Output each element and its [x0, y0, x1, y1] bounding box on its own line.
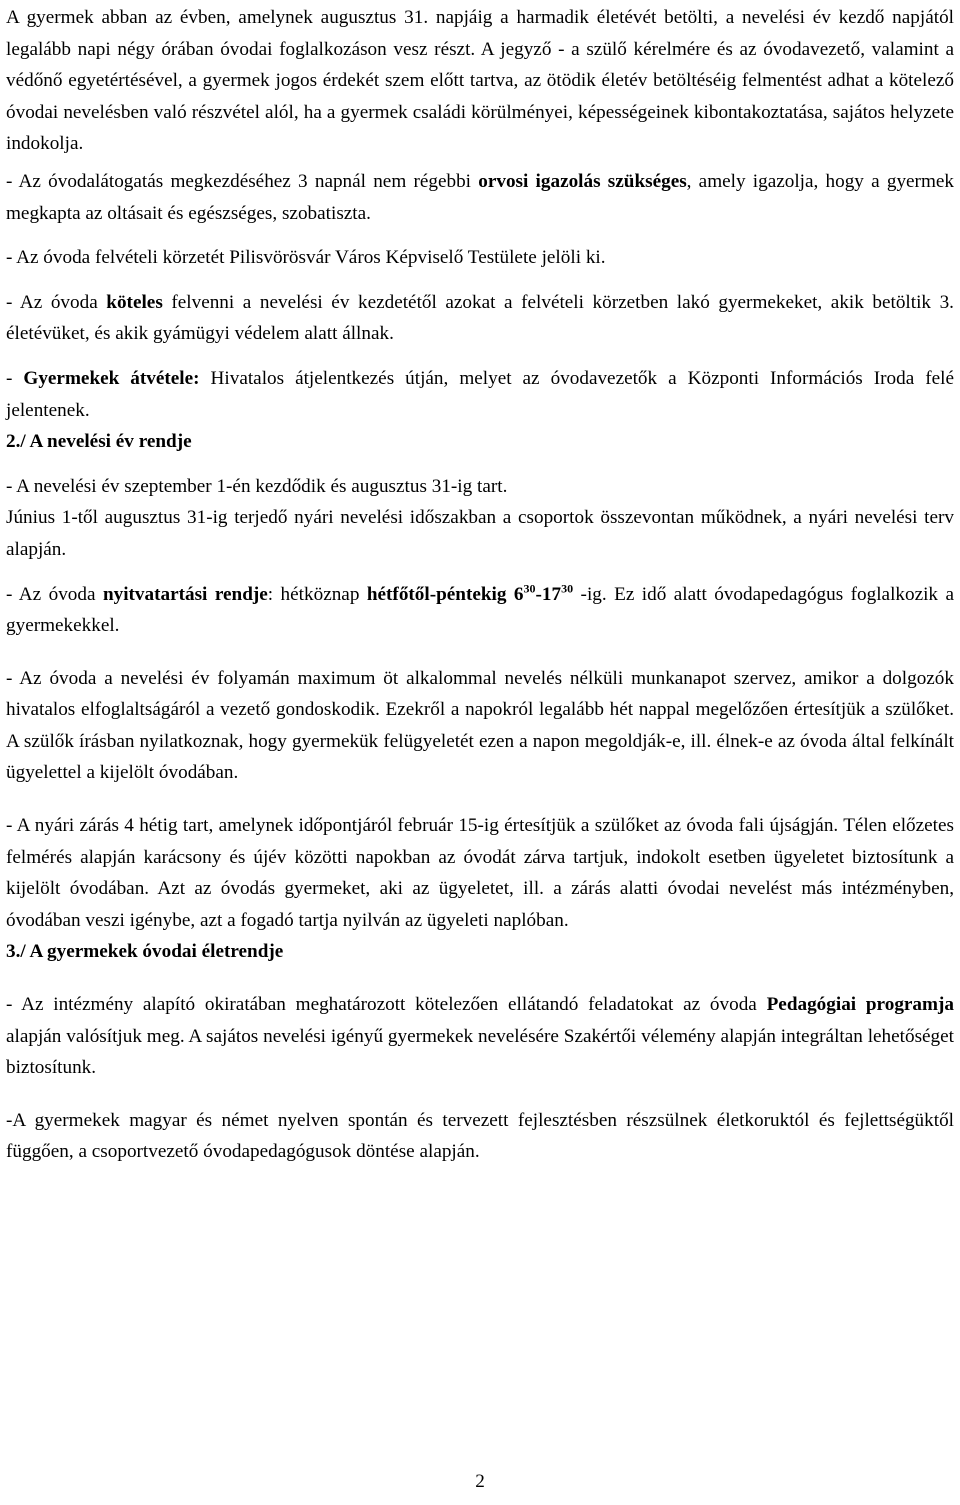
bold-medical-certificate: orvosi igazolás szükséges [478, 170, 687, 192]
text-segment: -17 [535, 583, 562, 605]
superscript-minutes: 30 [561, 581, 574, 596]
document-page [6, 2, 954, 1168]
paragraph-summer-period: Június 1-től augusztus 31-ig terjedő nyári nevelési időszakban a csoportok összevontan működnek, a nyári nevelési terv alapján. [6, 507, 954, 560]
page-number: 2 [475, 1471, 485, 1492]
bold-pedagogical-program: Pedagógiai programja [766, 994, 954, 1016]
text-segment: felvenni a nevelési év kezdetétől azokat a felvételi körzetben lakó gyermekeket, akik betöltik 3. életévüket, és akik gyámügyi védelem alatt állnak. [6, 291, 954, 345]
paragraph-children-transfer [6, 363, 954, 426]
text-segment: - [6, 367, 24, 389]
paragraph-non-teaching-days: - Az óvoda a nevelési év folyamán maximum öt alkalommal nevelés nélküli munkanapot szervez, amikor a dolgozók hivatalos elfoglaltságáról a vezető gondoskodik. Ezekről a napokról legalább hét nappal megelőzően értesítjük a szülőket. A szülők írásban nyilatkoznak, hogy gyermekük felügyeletét ezen a napon megoldják-e, ill. élnek-e az óvoda által felkínált ügyelettel a kijelölt óvodában. [6, 667, 954, 784]
bold-obligated: köteles [106, 291, 163, 313]
text-segment: -ig. Ez idő alatt óvodapedagógus foglalkozik a gyermekekkel. [6, 583, 954, 637]
paragraph-medical-certificate [6, 166, 954, 229]
text-segment: - Az óvoda [6, 583, 103, 605]
paragraph-summer-closure: - A nyári zárás 4 hétig tart, amelynek időpontjáról február 15-ig értesítjük a szülőket az óvoda fali újságján. Télen előzetes felmérés alapján karácsony és újév közötti napokban az óvodát zárva tartjuk, indokolt esetben ügyeletet biztosítunk a kijelölt óvodában. Azt az óvodás gyermeket, aki az ügyeletet, ill. a zárás alatti óvodai nevelést más intézményben, óvodában veszi igénybe, azt a fogadó tartja nyilván az ügyeleti naplóban. [6, 815, 954, 931]
bold-opening-hours: nyitvatartási rendje [102, 583, 268, 605]
section-heading-educational-year: 2./ A nevelési év rendje [6, 431, 192, 453]
paragraph-obligatory-admission [6, 287, 954, 350]
text-segment: alapján valósítjuk meg. A sajátos nevelési igényű gyermekek nevelésére Szakértői vélemény alapján integráltan lehetőséget biztosítunk. [6, 1025, 954, 1079]
bold-children-transfer: Gyermekek átvétele: [23, 367, 200, 389]
paragraph-year-start: - A nevelési év szeptember 1-én kezdődik és augusztus 31-ig tart. [6, 475, 508, 497]
bold-weekdays [366, 581, 574, 605]
text-segment: - Az intézmény alapító okiratában meghatározott kötelezően ellátandó feladatokat az óvoda [6, 994, 767, 1016]
paragraph-opening-hours [6, 579, 954, 642]
text-segment: hétfőtől-péntekig 6 [366, 583, 524, 605]
section-heading-daily-life: 3./ A gyermekek óvodai életrendje [6, 941, 284, 963]
superscript-minutes: 30 [523, 581, 536, 596]
paragraph-admission-district: - Az óvoda felvételi körzetét Pilisvörösvár Város Képviselő Testülete jelöli ki. [6, 247, 606, 269]
text-segment: Hivatalos átjelentkezés útján, melyet az óvodavezetők a Központi Információs Iroda felé jelentenek. [6, 367, 954, 421]
paragraph-language-development: -A gyermekek magyar és német nyelven spontán és tervezett fejlesztésben részsülnek életkoruktól és fejlettségüktől függően, a csoportvezető óvodapedagógusok döntése alapján. [6, 1109, 954, 1163]
text-segment: , amely igazolja, hogy a gyermek megkapta az oltásait és egészséges, szobatiszta. [6, 170, 954, 224]
paragraph-kindergarten-attendance: A gyermek abban az évben, amelynek augusztus 31. napjáig a harmadik életévét betölti, a nevelési év kezdő napjától legalább napi négy órában óvodai foglalkozáson vesz részt. A jegyző - a szülő kérelmére és az óvodavezető, valamint a védőnő egyetértésével, a gyermek jogos érdekét szem előtt tartva, az ötödik életév betöltéséig felmentést adhat a kötelező óvodai nevelésben való részvétel alól, ha a gyermek családi körülményei, képességeinek kibontakoztatása, sajátos helyzete indokolja. [6, 7, 954, 155]
text-segment: - Az óvoda [6, 291, 107, 313]
text-segment: : hétköznap [267, 583, 367, 605]
paragraph-pedagogical-program [6, 989, 954, 1084]
text-segment: - Az óvodalátogatás megkezdéséhez 3 napnál nem régebbi [6, 170, 479, 192]
